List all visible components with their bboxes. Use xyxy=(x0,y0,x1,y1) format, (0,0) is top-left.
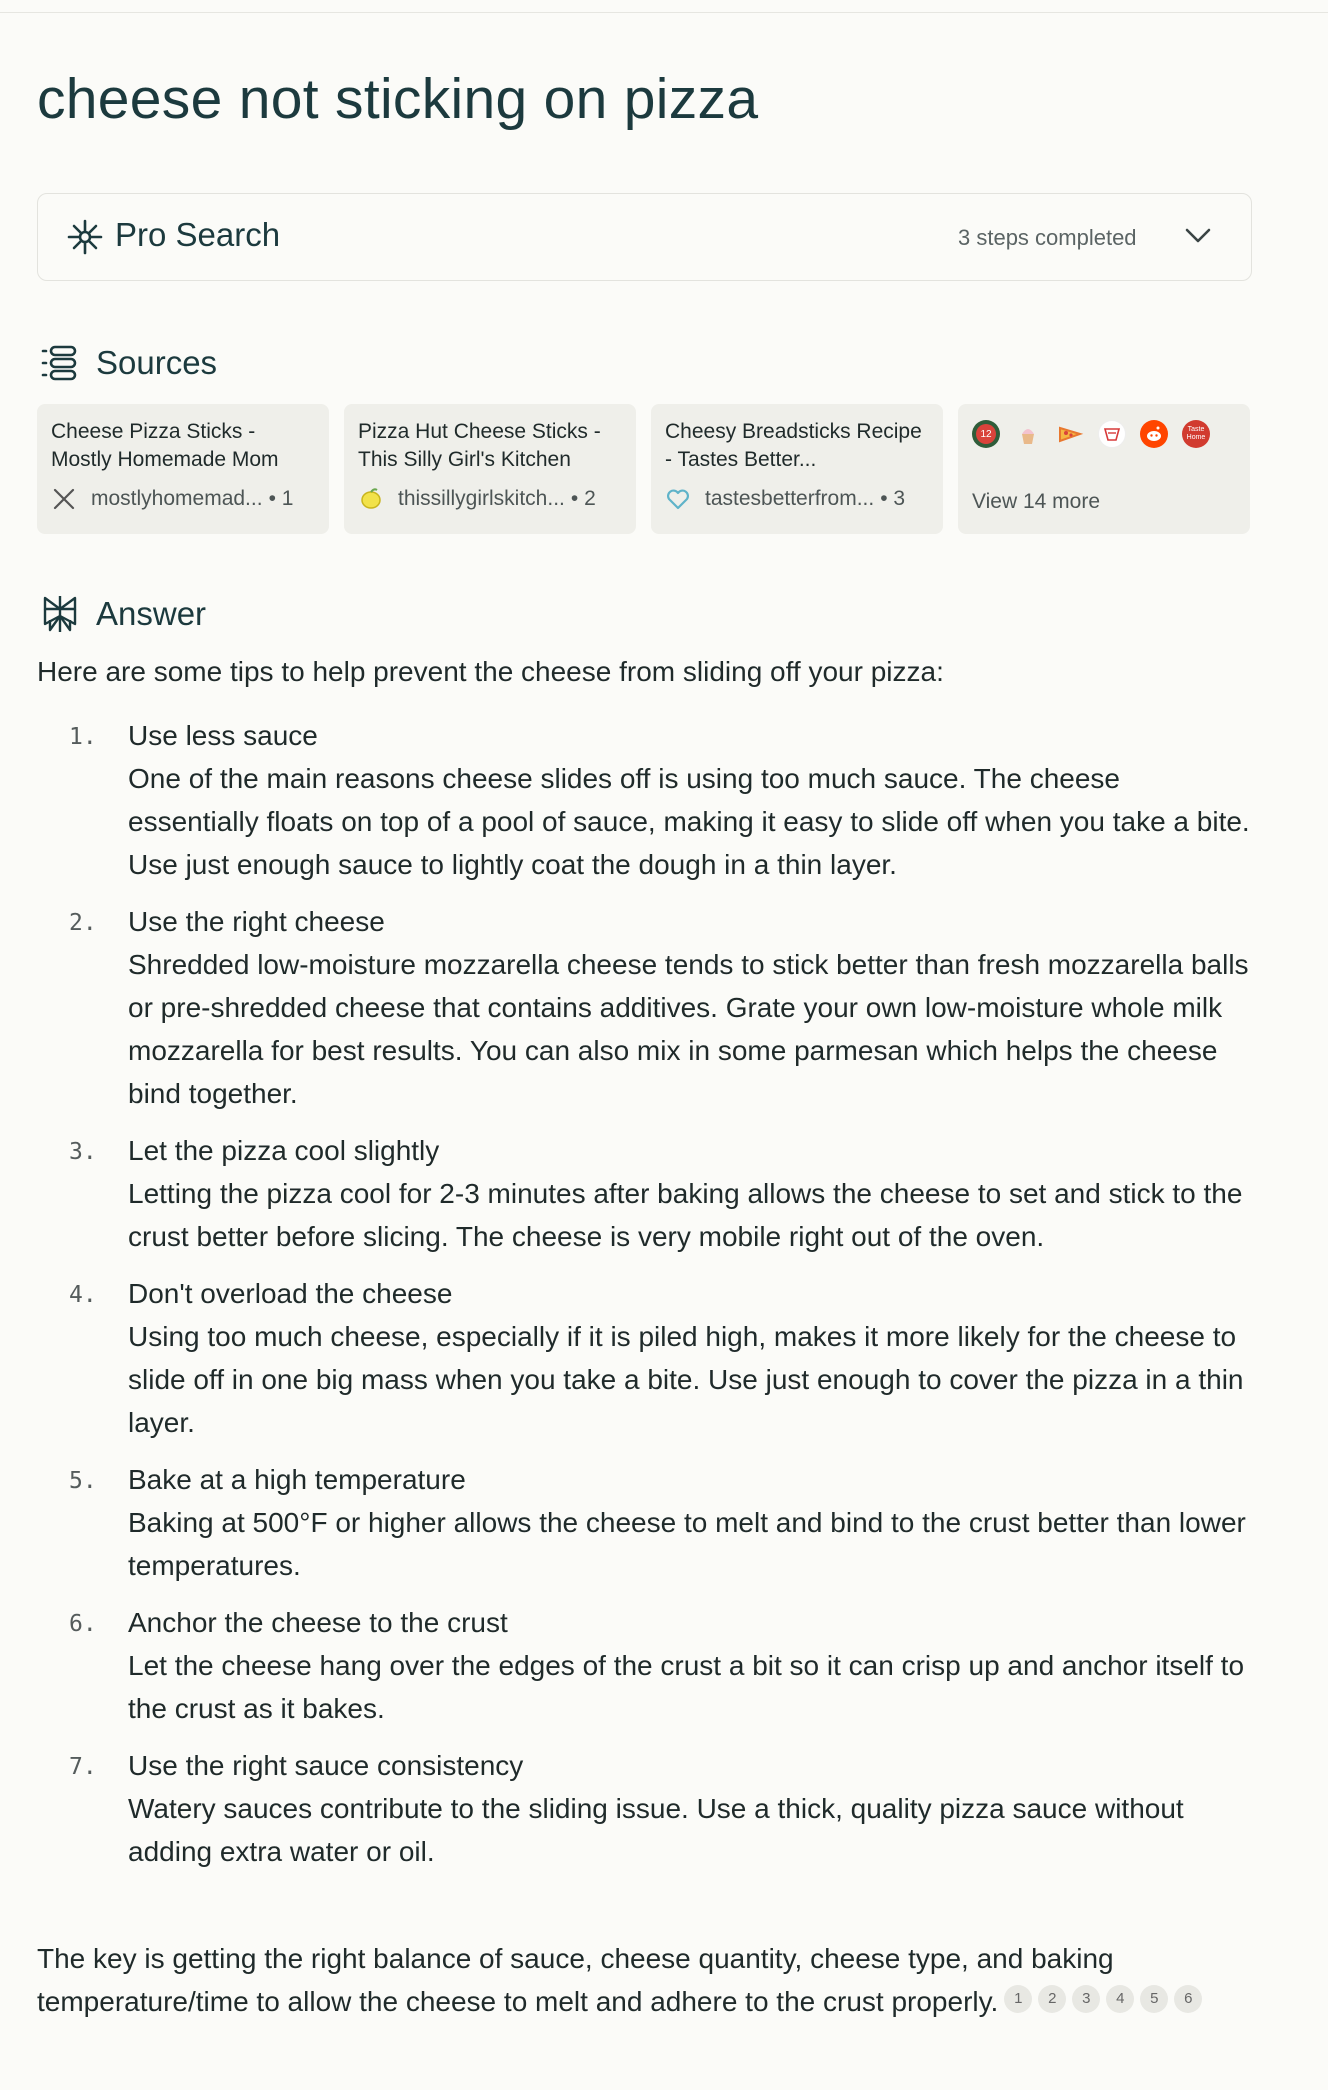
steps-status: 3 steps completed xyxy=(958,225,1137,250)
item-heading: Bake at a high temperature xyxy=(128,1464,466,1495)
citation-badge[interactable]: 2 xyxy=(1038,1985,1066,2013)
view-more-sources-card[interactable] xyxy=(958,404,1250,534)
tray-icon xyxy=(1098,420,1126,448)
source-number: • 1 xyxy=(268,487,294,510)
item-heading: Don't overload the cheese xyxy=(128,1278,453,1309)
utensils-icon xyxy=(51,486,77,512)
item-number: 3. xyxy=(69,1139,97,1165)
pro-search-panel[interactable] xyxy=(37,193,1252,281)
source-meta xyxy=(358,486,596,512)
item-number: 1. xyxy=(69,724,97,750)
item-heading: Use less sauce xyxy=(128,720,318,751)
conclusion-text: The key is getting the right balance of sauce, cheese quantity, cheese type, and baking temperature/time to allow the cheese to melt and adhere to the crust properly. xyxy=(37,1943,1114,2017)
sparkle-icon xyxy=(66,218,104,256)
sources-header xyxy=(40,343,217,383)
source-site: tastesbetterfrom... xyxy=(705,487,875,510)
source-number: • 2 xyxy=(570,487,596,510)
item-text: Letting the pizza cool for 2-3 minutes after baking allows the cheese to set and stick to the crust better before slicing. The cheese is very mobile right out of the oven. xyxy=(128,1178,1243,1252)
view-more-label: View 14 more xyxy=(972,490,1101,513)
query-title: cheese not sticking on pizza xyxy=(37,67,759,131)
taste-of-home-icon: Taste Home xyxy=(1182,420,1210,448)
list-item xyxy=(37,1601,1257,1730)
lemon-icon xyxy=(358,486,384,512)
reddit-icon xyxy=(1140,420,1168,448)
item-number: 7. xyxy=(69,1754,97,1780)
list-item xyxy=(37,900,1257,1115)
item-text: Watery sauces contribute to the sliding issue. Use a thick, quality pizza sauce without adding extra water or oil. xyxy=(128,1793,1184,1867)
more-sources-icons xyxy=(972,420,1236,448)
item-heading: Let the pizza cool slightly xyxy=(128,1135,440,1166)
list-item xyxy=(37,714,1257,886)
sources-heading: Sources xyxy=(96,344,218,381)
source-meta xyxy=(665,486,905,512)
citation-badge[interactable]: 3 xyxy=(1072,1985,1100,2013)
item-text: Let the cheese hang over the edges of the crust a bit so it can crisp up and anchor itself to the crust as it bakes. xyxy=(128,1650,1245,1724)
item-text: Using too much cheese, especially if it is piled high, makes it more likely for the cheese to slide off in one big mass when you take a bite. Use just enough to cover the pizza in a thin layer. xyxy=(128,1321,1244,1438)
citation-badge[interactable]: 5 xyxy=(1140,1985,1168,2013)
answer-logo-icon xyxy=(40,594,80,634)
source-card[interactable] xyxy=(651,404,943,534)
item-heading: Use the right sauce consistency xyxy=(128,1750,524,1781)
item-text: Baking at 500°F or higher allows the cheese to melt and bind to the crust better than lower temperatures. xyxy=(128,1507,1246,1581)
source-title: Pizza Hut Cheese Sticks - This Silly Girl's Kitchen xyxy=(358,420,601,471)
top-divider xyxy=(0,12,1328,13)
citation-badge[interactable]: 6 xyxy=(1174,1985,1202,2013)
heart-icon xyxy=(665,486,691,512)
sources-icon xyxy=(40,343,80,383)
pro-search-label: Pro Search xyxy=(115,216,281,253)
pizza-slice-icon xyxy=(1056,420,1084,448)
list-item xyxy=(37,1129,1257,1258)
answer-intro: Here are some tips to help prevent the cheese from sliding off your pizza: xyxy=(37,656,944,687)
answer-conclusion xyxy=(37,1937,1257,2023)
source-title: Cheesy Breadsticks Recipe - Tastes Better... xyxy=(665,420,922,471)
item-heading: Anchor the cheese to the crust xyxy=(128,1607,508,1638)
answer-list xyxy=(37,714,1257,1887)
list-item xyxy=(37,1744,1257,1873)
chevron-down-icon[interactable] xyxy=(1181,218,1215,252)
item-number: 5. xyxy=(69,1468,97,1494)
badge-12-icon: 12 xyxy=(972,420,1000,448)
item-text: One of the main reasons cheese slides off is using too much sauce. The cheese essentially floats on top of a pool of sauce, making it easy to slide off when you take a bite. Use just enough sauce to lightly coat the dough in a thin layer. xyxy=(128,763,1250,880)
answer-heading: Answer xyxy=(96,595,207,632)
citation-badge[interactable]: 1 xyxy=(1004,1985,1032,2013)
source-card[interactable] xyxy=(37,404,329,534)
list-item xyxy=(37,1272,1257,1444)
source-card[interactable] xyxy=(344,404,636,534)
source-site: thissillygirlskitch... xyxy=(398,487,565,510)
source-meta xyxy=(51,486,293,512)
item-heading: Use the right cheese xyxy=(128,906,385,937)
sources-list xyxy=(37,404,1252,534)
source-title: Cheese Pizza Sticks - Mostly Homemade Mom xyxy=(51,420,279,471)
citation-badge[interactable]: 4 xyxy=(1106,1985,1134,2013)
source-number: • 3 xyxy=(880,487,906,510)
item-number: 2. xyxy=(69,910,97,936)
answer-header xyxy=(40,594,206,634)
item-number: 4. xyxy=(69,1282,97,1308)
source-site: mostlyhomemad... xyxy=(91,487,263,510)
item-number: 6. xyxy=(69,1611,97,1637)
item-text: Shredded low-moisture mozzarella cheese tends to stick better than fresh mozzarella balls or pre-shredded cheese that contains additives. Grate your own low-moisture whole milk mozzarella for best results. You can also mix in some parmesan which helps the cheese bind together. xyxy=(128,949,1249,1109)
list-item xyxy=(37,1458,1257,1587)
cupcake-icon xyxy=(1014,420,1042,448)
